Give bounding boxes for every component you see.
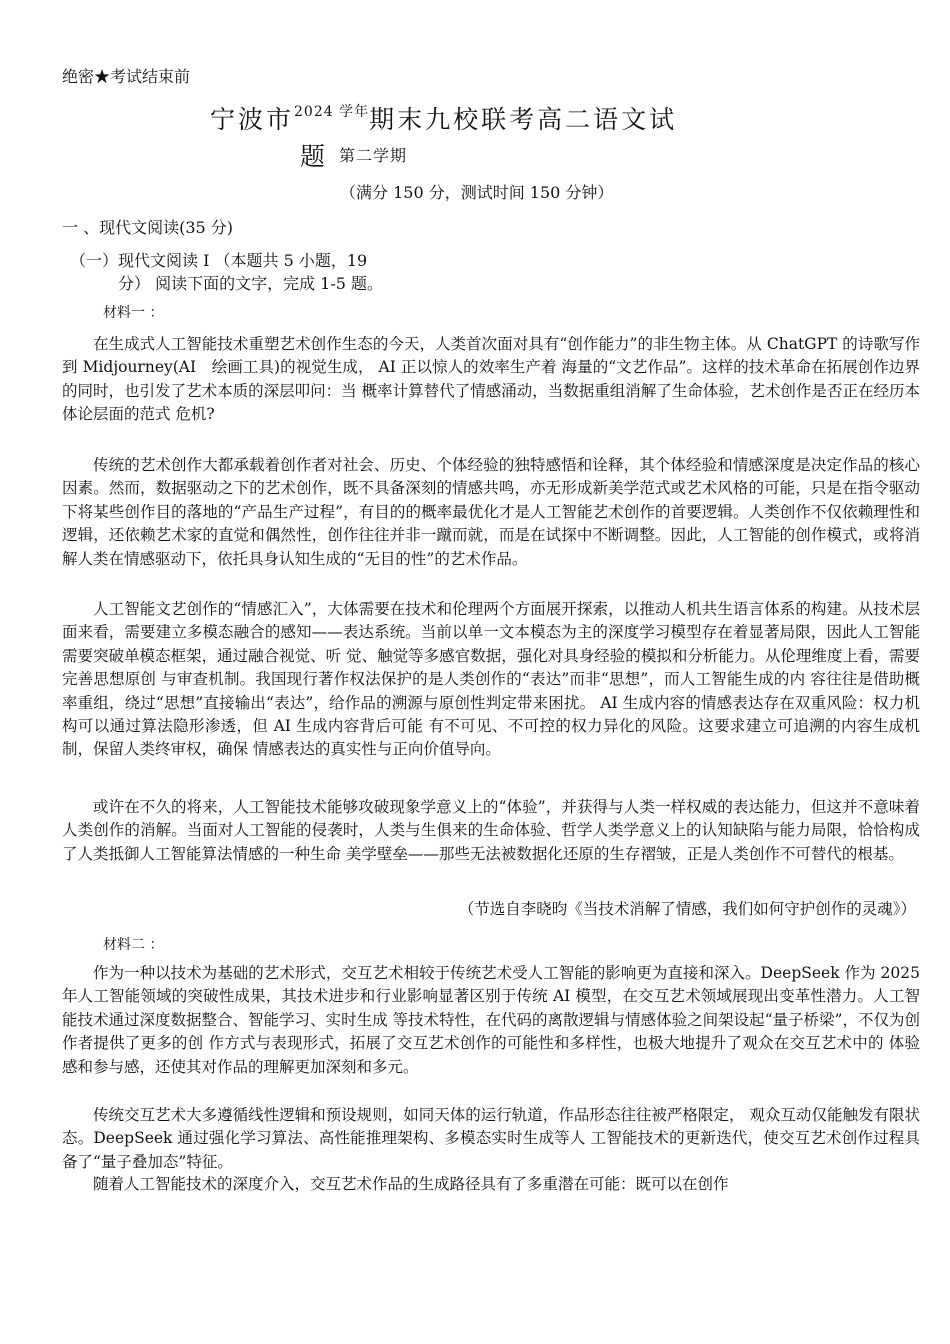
semester-label: 第二学期 [339,146,408,165]
title-main: 期末九校联考高二语文试 [369,105,678,134]
material-one-paragraph: 人工智能文艺创作的“情感汇入”，大体需要在技术和伦理两个方面展开探索，以推动人机共生语言体系的构建。从技术层面来看，需要建立多模态融合的感知——表达系统。当前以单一文本模态为主的深度学习模型存在着显著局限，因此人工智能需要突破单模态框架，通过融合视觉、听 觉、触觉等多感官数据，强化对具身经验的模拟和分析能力。从伦理维度上看，需要完善思想原创 与审查机制。我国现行著作权法保护的是人类创作的“表达”而非“思想”，而人工智能生成的内 容往往是借助概率重组，绕过“思想”直接输出“表达”，给作品的溯源与原创性判定带来困扰。 AI 生成内容的情感表达存在双重风险：权力机构可以通过算法隐形渗透，但 AI 生成内容背后可能 有不可见、不可控的权力异化的风险。这要求建立可追溯的内容生成机制，保留人类终审权，确保 情感表达的真实性与正向价值导向。 [62,600,920,759]
material-two-paragraph: 作为一种以技术为基础的艺术形式，交互艺术相较于传统艺术受人工智能的影响更为直接和深入。DeepSeek 作为 2025 年人工智能领域的突破性成果，其技术进步和行业影响显著区别于传统 AI 模型，在交互艺术领域展现出变革性潜力。人工智能技术通过深度数据整合、智能学习、实时生成 等技术特性，在代码的离散逻辑与情感体验之间架设起“量子桥梁”，不仅为创作者提供了更多的创 作方式与表现形式，拓展了交互艺术创作的可能性和多样性，也极大地提升了观众在交互艺术中的 体验感和参与感，还使其对作品的理解更加深刻和多元。 [62,964,920,1076]
material-two-label: 材料二 ： [103,937,164,953]
subsection-heading-line1: （一）现代文阅读 I （本题共 5 小题，19 [70,251,368,270]
title-year: 2024 学年 [294,104,370,120]
material-one-paragraph: 或许在不久的将来，人工智能技术能够攻破现象学意义上的“体验”，并获得与人类一样权威的表达能力，但这并不意味着人类创作的消解。当面对人工智能的侵袭时，人类与生俱来的生命体验、哲学人类学意义上的认知缺陷与能力局限，恰恰构成了人类抵御人工智能算法情感的一种生命 美学壁垒——那些无法被数据化还原的生存褶皱，正是人类创作不可替代的根基。 [62,798,920,863]
material-two-paragraph: 随着人工智能技术的深度介入，交互艺术作品的生成路径具有了多重潜在可能：既可以在创作 [93,1175,729,1193]
material-two-paragraph: 传统交互艺术大多遵循线性逻辑和预设规则，如同天体的运行轨道，作品形态往往被严格限定， 观众互动仅能触发有限状态。DeepSeek 通过强化学习算法、高性能推理架构、多模态实时生成等人 工智能技术的更新迭代，使交互艺术创作过程具备了“量子叠加态”特征。 [62,1106,920,1171]
exam-title-line2 [300,137,407,173]
exam-title [210,100,810,136]
material-one-label: 材料一 ： [103,305,164,321]
score-note: （满分 150 分，测试时间 150 分钟） [340,183,614,202]
material-one-source: （节选自李晓昀《当技术消解了情感，我们如何守护创作的灵魂》） [458,900,916,918]
title-prefix: 宁波市 [210,105,295,134]
title-tail: 题 [300,142,326,171]
section-heading: 一 、现代文阅读(35 分) [62,218,234,237]
material-one-paragraph: 传统的艺术创作大都承载着创作者对社会、历史、个体经验的独特感悟和诠释，其个体经验和情感深度是决定作品的核心因素。然而，数据驱动之下的艺术创作，既不具备深刻的情感共鸣，亦无形成新美学范式或艺术风格的可能，只是在指令驱动下将某些创作目的落地的“产品生产过程”，有目的的概率最优化才是人工智能艺术创作的首要逻辑。人类创作不仅依赖理性和逻辑，还依赖艺术家的直觉和偶然性，创作往往并非一蹴而就，而是在试探中不断调整。因此，人工智能的创作模式，或将消解人类在情感驱动下，依托具身认知生成的“无目的性”的艺术作品。 [62,456,920,568]
material-one-paragraph: 在生成式人工智能技术重塑艺术创作生态的今天，人类首次面对具有“创作能力”的非生物主体。从 ChatGPT 的诗歌写作到 Midjourney(AI 绘画工具)的视觉生成， AI 正以惊人的效率生产着 海量的“文艺作品”。这样的技术革命在拓展创作边界的同时，也引发了艺术本质的深层叩问：当 概率计算替代了情感涌动，当数据重组消解了生命体验，艺术创作是否正在经历本体论层面的范式 危机? [62,335,920,424]
subsection-heading-line2: 分） 阅读下面的文字，完成 1-5 题。 [118,274,384,293]
confidential-label: 绝密★考试结束前 [62,67,191,86]
